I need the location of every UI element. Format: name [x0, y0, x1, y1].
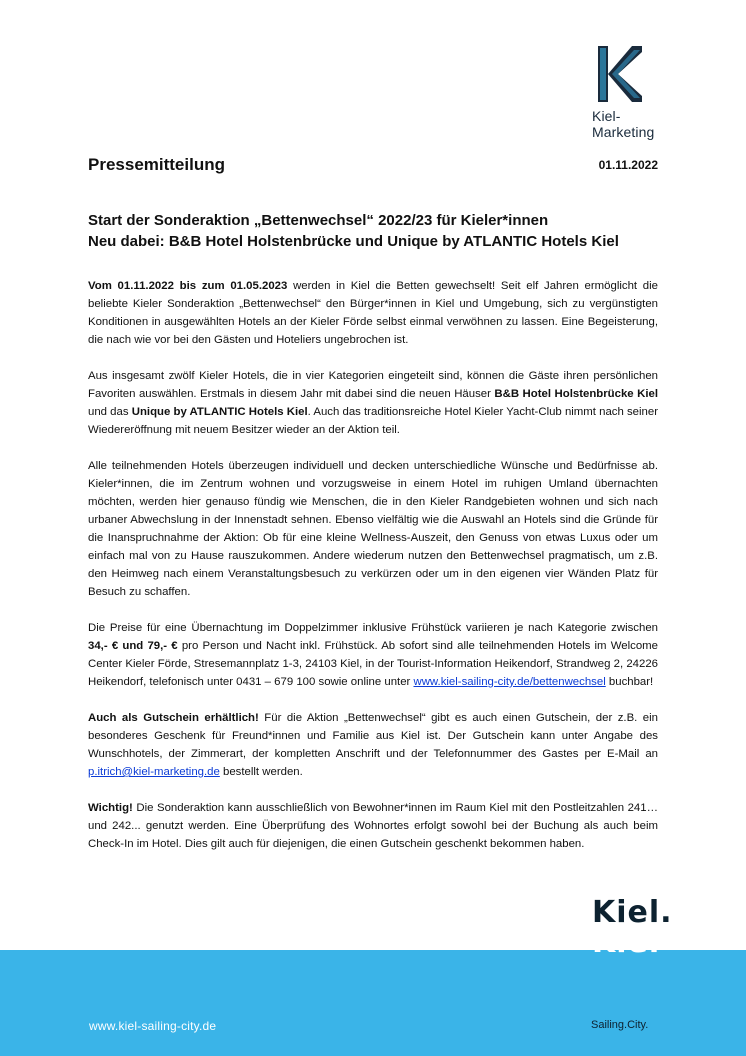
paragraph-2-text-1: Aus insgesamt zwölf Kieler Hotels, die in vier Kategorien eingeteilt sind, können die Gäste ihren persönlichen Favoriten auswählen. Erstmals in diesem Jahr mit dabei sind die neuen Häuser — [88, 370, 658, 400]
headline — [88, 210, 678, 252]
paragraph-2 — [88, 367, 658, 439]
email-link[interactable]: p.itrich@kiel-marketing.de — [88, 766, 220, 778]
paragraph-2-text-2: und das — [88, 406, 132, 418]
footer-band — [0, 950, 746, 1056]
bettenwechsel-link[interactable]: www.kiel-sailing-city.de/bettenwechsel — [413, 676, 606, 688]
paragraph-4-text-3: buchbar! — [605, 676, 654, 688]
paragraph-5-text-2: bestellt werden. — [219, 766, 303, 778]
paragraph-6-text: Die Sonderaktion kann ausschließlich von Bewohner*innen im Raum Kiel mit den Postleitzahlen 241… und 242... genutzt werden. Eine Überprüfung des Wohnortes erfolgt sowohl bei der Buchung als auch beim Check-In im Hotel. Dies gilt auch für diejenigen, die einen Gutschein geschenkt bekommen haben. — [88, 802, 658, 850]
paragraph-4 — [88, 619, 658, 691]
headline-line-1: Start der Sonderaktion „Bettenwechsel“ 2022/23 für Kieler*innen — [88, 212, 549, 229]
footer-slogan: Sailing.City. — [591, 1019, 649, 1031]
kiel-logo-word-bottom: Kiel — [592, 925, 661, 960]
k-logo-icon — [598, 46, 642, 102]
paragraph-2-text-3: . Auch das traditionsreiche Hotel Kieler Yacht-Club nimmt nach seiner Wiedereröffnung mit neuem Besitzer wieder an der Aktion teil. — [88, 406, 659, 436]
kiel-sailing-city-logo — [592, 895, 673, 960]
paragraph-5-text-1: Für die Aktion „Bettenwechsel“ gibt es auch einen Gutschein, der z.B. ein besonderes Geschenk für Freund*innen und Familie aus Kiel ist. Der Gutschein kann unter Angabe des Wunschhotels, der Zimmerart, der kompletten Anschrift und der Telefonnummer des Gastes per E-Mail an — [88, 712, 659, 760]
paragraph-3: Alle teilnehmenden Hotels überzeugen individuell und decken unterschiedliche Wünsche und Bedürfnisse ab. Kieler*innen, die im Zentrum wohnen und vorzugsweise in einem Hotel im ruhigen Umland übernachten möchten, werden hier genauso fündig wie Menschen, die in den Kieler Randgebieten wohnen und sich nach urbaner Abwechslung in der Innenstadt sehnen. Ebenso vielfältig wie die Auswahl an Hotels sind die Gründe für die Inanspruchnahme der Aktion: Ob für eine kleine Wellness-Auszeit, den Genuss von etwas Luxus oder um einfach mal von zu Hause rauszukommen. Andere wiederum nutzen den Bettenwechsel pragmatisch, um z.B. den Heimweg nach einem Veranstaltungsbesuch zu verkürzen oder um in den eigenen vier Wänden Platz für Besuch zu schaffen. — [88, 460, 658, 598]
body-text — [88, 277, 658, 871]
paragraph-1-text: werden in Kiel die Betten gewechselt! Seit elf Jahren ermöglicht die beliebte Kieler Sonderaktion „Bettenwechsel“ den Bürger*innen in Kiel und Umgebung, sich zu vergünstigten Konditionen in ausgewählten Hotels an der Kieler Förde selbst einmal verwöhnen zu lassen. Eine Begeisterung, die nach wie vor bei den Gästen und Hoteliers ungebrochen ist. — [88, 280, 659, 346]
paragraph-4-bold: 34,- € und 79,- € — [88, 640, 178, 652]
paragraph-2-bold-2: Unique by ATLANTIC Hotels Kiel — [131, 406, 308, 418]
paragraph-4-text-2: pro Person und Nacht inkl. Frühstück. Ab sofort sind alle teilnehmenden Hotels im Welcome Center Kieler Förde, Stresemannplatz 1-3, 24103 Kiel, in der Tourist-Information Heikendorf, Strandweg 2, 24226 Heikendorf, telefonisch unter 0431 – 679 100 sowie online unter — [88, 640, 659, 688]
document-date: 01.11.2022 — [598, 158, 658, 172]
paragraph-1-bold: Vom 01.11.2022 bis zum 01.05.2023 — [88, 280, 288, 292]
paragraph-6-bold: Wichtig! — [88, 802, 133, 814]
kiel-marketing-logo — [592, 46, 676, 140]
headline-line-2: Neu dabei: B&B Hotel Holstenbrücke und Unique by ATLANTIC Hotels Kiel — [88, 233, 619, 250]
brand-name: Kiel-Marketing — [592, 108, 655, 140]
footer-url[interactable]: www.kiel-sailing-city.de — [89, 1019, 217, 1033]
kiel-logo-word-top: Kiel. — [592, 895, 673, 930]
paragraph-4-text-1: Die Preise für eine Übernachtung im Doppelzimmer inklusive Frühstück variieren je nach Kategorie zwischen — [88, 622, 658, 634]
paragraph-1 — [88, 277, 658, 349]
paragraph-5 — [88, 709, 658, 781]
paragraph-5-bold: Auch als Gutschein erhältlich! — [88, 712, 259, 724]
paragraph-2-bold-1: B&B Hotel Holstenbrücke Kiel — [494, 388, 658, 400]
paragraph-6 — [88, 799, 658, 853]
document-type: Pressemitteilung — [88, 155, 225, 174]
